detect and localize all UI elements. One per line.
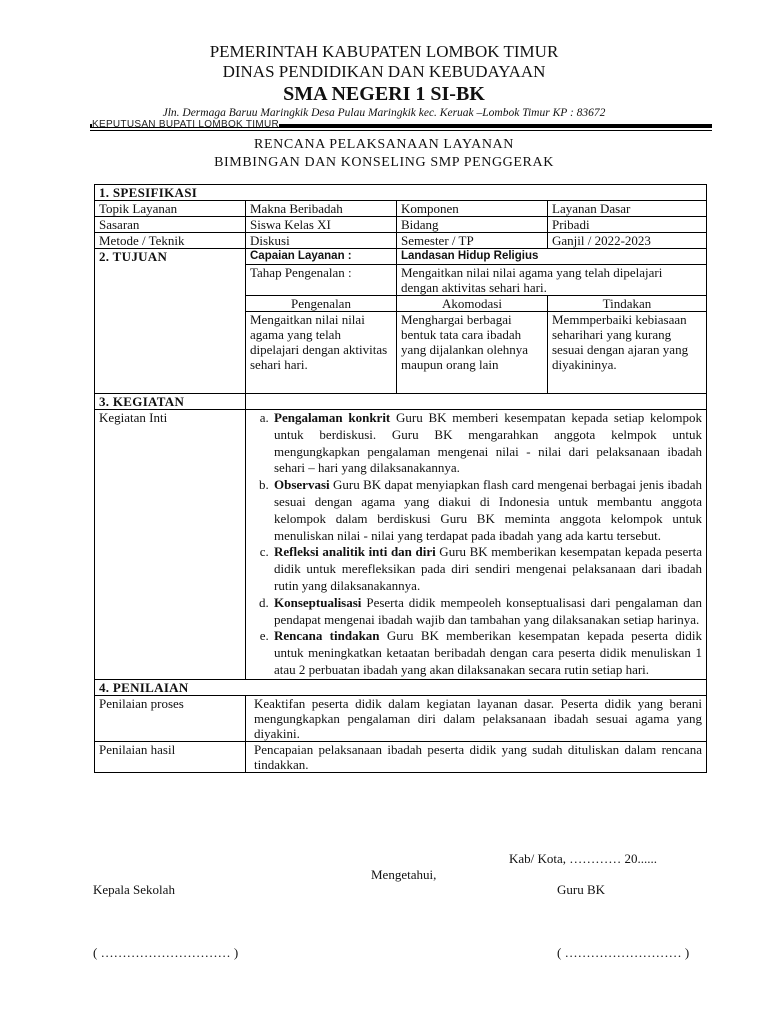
tahap-value: Mengaitkan nilai nilai agama yang telah dipelajari dengan aktivitas sehari hari. <box>397 265 707 296</box>
table-cell: Komponen <box>397 201 548 217</box>
capaian-value: Landasan Hidup Religius <box>397 249 707 265</box>
table-cell: Siswa Kelas XI <box>246 217 397 233</box>
kegiatan-list <box>250 410 702 679</box>
kegiatan-label: Kegiatan Inti <box>95 410 246 680</box>
table-cell: Sasaran <box>95 217 246 233</box>
section-heading: 1. SPESIFIKASI <box>95 185 707 201</box>
school-address: Jln. Dermaga Baruu Maringkik Desa Pulau Maringkik kec. Keruak –Lombok Timur KP : 83672 <box>162 107 606 119</box>
item-term: Pengalaman konkrit <box>274 410 391 425</box>
penilaian-hasil-text: Pencapaian pelaksanaan ibadah peserta didik yang sudah dituliskan dalam rencana tindakkan. <box>246 741 707 772</box>
section-penilaian <box>95 679 707 695</box>
mengetahui-label: Mengetahui, <box>371 867 437 882</box>
table-cell: Layanan Dasar <box>548 201 707 217</box>
penilaian-proses-label: Penilaian proses <box>95 695 246 741</box>
table-row <box>95 410 707 680</box>
section-kegiatan <box>95 394 707 410</box>
item-text: Guru BK memberikan kesempatan kepada peserta didik untuk meningkatkan ketaatan beribadah dengan cara peserta didik menuliskan 1 atau 2 perbuatan ibadah yang akan dilaksanakan secara rutin setiap hari. <box>274 628 703 677</box>
pengenalan-text: Mengaitkan nilai nilai agama yang telah dipelajari dengan aktivitas sehari hari. <box>246 312 397 394</box>
doc-title-1: RENCANA PELAKSANAAN LAYANAN <box>254 137 514 152</box>
signature-left: ( ………………………… ) <box>93 945 239 960</box>
item-term: Observasi <box>274 477 330 493</box>
overlapping-text: KEPUTUSAN BUPATI LOMBOK TIMUR <box>92 120 280 127</box>
list-item <box>272 595 702 629</box>
table-cell: Bidang <box>397 217 548 233</box>
column-header-pengenalan: Pengenalan <box>246 296 397 312</box>
item-term: Rencana tindakan <box>274 628 380 644</box>
list-item <box>272 628 702 678</box>
table-cell: Metode / Teknik <box>95 233 246 249</box>
table-cell: Makna Beribadah <box>246 201 397 217</box>
table-row <box>95 201 707 217</box>
section-heading: 2. TUJUAN <box>95 249 246 394</box>
column-header-akomodasi: Akomodasi <box>397 296 548 312</box>
header-rule-thin <box>90 130 712 131</box>
penilaian-proses-text: Keaktifan peserta didik dalam kegiatan layanan dasar. Peserta didik yang berani mengungkapkan pengalaman diri dalam pelaksanaan ibadah sesuai agama yang diyakini. <box>246 695 707 741</box>
item-text: Guru BK memberikan kesempatan kepada peserta didik untuk merefleksikan pada diri sendiri mengenai pelaksanaan dari ibadah rutin yang dilaksanakannya. <box>274 544 702 593</box>
section-spesifikasi <box>95 185 707 201</box>
rpl-table <box>94 184 707 773</box>
table-cell: Pribadi <box>548 217 707 233</box>
empty-cell <box>246 394 707 410</box>
item-text: Guru BK memberi kesempatan kepada setiap kelompok untuk berdiskusi. Guru BK mengarahkan anggota kelmpok untuk mengungkapkan pengalaman mengenai nilai - nilai dari pelaksanaan ibadah sehari – hari yang dilaksanakannya. <box>274 410 702 476</box>
kepala-sekolah-label: Kepala Sekolah <box>93 882 175 897</box>
table-cell: Semester / TP <box>397 233 548 249</box>
column-header-tindakan: Tindakan <box>548 296 707 312</box>
kegiatan-content <box>246 410 707 680</box>
section-heading: 3. KEGIATAN <box>95 394 246 410</box>
table-row <box>95 233 707 249</box>
table-cell: Diskusi <box>246 233 397 249</box>
section-tujuan <box>95 249 707 265</box>
item-text: Peserta didik mempeoleh konseptualisasi dari pengalaman dan pendapat mengenai ibadah wajib dan tambahan yang dilaksanakan setiap harinya. <box>274 594 702 627</box>
signature-right: ( ……………………… ) <box>557 945 690 960</box>
penilaian-hasil-label: Penilaian hasil <box>95 741 246 772</box>
list-item <box>272 477 702 544</box>
list-item <box>272 544 702 594</box>
school-name: SMA NEGERI 1 SI-BK <box>283 83 485 105</box>
item-term: Konseptualisasi <box>274 594 362 610</box>
item-term: Refleksi analitik inti dan diri <box>274 544 436 560</box>
item-text: Guru BK dapat menyiapkan flash card mengenai berbagai jenis ibadah sesuai dengan agama yang diakui di Indonesia untuk membantu anggota kelompok dalam berdiskusi Guru BK meminta anggota kelompok untuk menuliskan nilai - nilai yang terdapat pada ibadah yang ada kartu tersebut. <box>274 477 702 543</box>
table-row <box>95 217 707 233</box>
list-item <box>272 410 702 477</box>
section-heading: 4. PENILAIAN <box>95 679 707 695</box>
place-date: Kab/ Kota, ………… 20...... <box>509 851 658 866</box>
doc-title-2: BIMBINGAN DAN KONSELING SMP PENGGERAK <box>214 155 554 170</box>
tindakan-text: Memmperbaiki kebiasaan seharihari yang kurang sesuai dengan ajaran yang diyakininya. <box>548 312 707 394</box>
akomodasi-text: Menghargai berbagai bentuk tata cara ibadah yang dijalankan olehnya maupun orang lain <box>397 312 548 394</box>
table-row <box>95 741 707 772</box>
tahap-label: Tahap Pengenalan : <box>246 265 397 296</box>
header-line-1: PEMERINTAH KABUPATEN LOMBOK TIMUR <box>209 42 559 61</box>
guru-bk-label: Guru BK <box>557 882 606 897</box>
table-row <box>95 695 707 741</box>
table-cell: Ganjil / 2022-2023 <box>548 233 707 249</box>
capaian-label: Capaian Layanan : <box>246 249 397 265</box>
header-line-2: DINAS PENDIDIKAN DAN KEBUDAYAAN <box>222 62 546 81</box>
table-cell: Topik Layanan <box>95 201 246 217</box>
